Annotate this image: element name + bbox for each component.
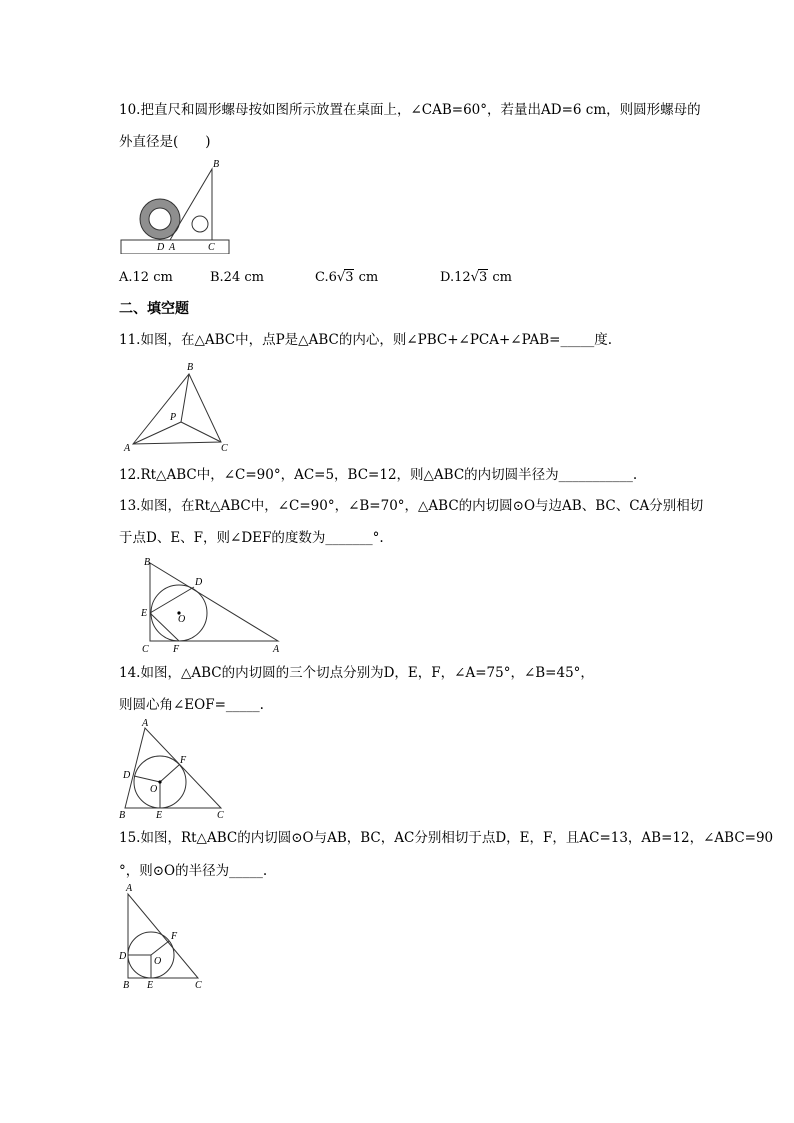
q14-text-line2: 则圆心角∠EOF=_____. [119, 697, 264, 713]
q13-figure [138, 553, 288, 655]
q14-figure [117, 718, 232, 822]
q14-label-A: A [142, 718, 149, 729]
q10-nut-inner [149, 208, 171, 230]
q13-label-O: O [178, 614, 186, 625]
q15-text-line2: °，则⊙O的半径为_____. [119, 863, 268, 879]
q15-label-B: B [123, 980, 130, 990]
q14-text-line1: 14.如图，△ABC的内切圆的三个切点分别为D，E，F，∠A=75°，∠B=45°， [119, 665, 594, 681]
q15-label-F: F [171, 931, 178, 942]
q13-label-B: B [144, 557, 151, 568]
q13-segment-ED [150, 587, 194, 613]
q10-figure [115, 158, 235, 254]
q15-label-C: C [195, 980, 202, 990]
q14-label-C: C [217, 810, 224, 821]
q15-text-line1: 15.如图，Rt△ABC的内切圆⊙O与AB，BC，AC分别相切于点D，E，F，且AC=13，AB=12，∠ABC=90 [119, 830, 774, 846]
q10-option-b: B.24 cm [210, 270, 264, 285]
q13-label-E: E [141, 608, 148, 619]
q14-label-B: B [119, 810, 126, 821]
q10-option-d-prefix: D.12 [440, 270, 471, 285]
q10-label-D: D [157, 242, 165, 253]
q10-option-c-suffix: cm [354, 270, 379, 285]
q14-segment-OF [160, 765, 179, 782]
q15-figure [117, 882, 217, 990]
q11-figure [120, 360, 235, 455]
q14-label-F: F [180, 755, 187, 766]
q14-label-O: O [150, 784, 158, 795]
q10-option-a: A.12 cm [119, 270, 173, 285]
q15-label-O: O [154, 956, 162, 967]
q14-center-dot [158, 780, 161, 783]
q10-label-A: A [169, 242, 176, 253]
q10-triangle-hole [192, 216, 208, 232]
q14-segment-OD [134, 776, 160, 782]
q10-option-d [440, 270, 512, 285]
q10-option-c-prefix: C.6 [315, 270, 337, 285]
q13-text-line1: 13.如图，在Rt△ABC中，∠C=90°，∠B=70°，△ABC的内切圆⊙O与边AB、BC、CA分别相切 [119, 498, 704, 514]
q10-text-line2: 外直径是( ) [119, 134, 211, 150]
q10-option-d-radicand: 3 [478, 270, 488, 285]
sqrt-icon: √ [470, 270, 479, 285]
q10-option-d-suffix: cm [488, 270, 512, 285]
q11-segment-PA [133, 422, 181, 444]
q11-text: 11.如图，在△ABC中，点P是△ABC的内心，则∠PBC+∠PCA+∠PAB=_____度. [119, 332, 612, 348]
q15-segment-OF [151, 941, 169, 955]
q15-label-A: A [126, 883, 133, 894]
q11-label-A: A [124, 443, 131, 454]
q11-label-C: C [221, 443, 228, 454]
q10-text-line1: 10.把直尺和圆形螺母按如图所示放置在桌面上，∠CAB=60°，若量出AD=6 cm，则圆形螺母的 [119, 102, 701, 118]
q11-triangle [133, 374, 221, 444]
section-heading-fill-blank: 二、填空题 [119, 301, 189, 317]
q15-label-E: E [147, 980, 154, 990]
q10-option-c-radicand: 3 [345, 270, 354, 285]
q12-text: 12.Rt△ABC中，∠C=90°，AC=5，BC=12，则△ABC的内切圆半径为___________. [119, 467, 638, 483]
q11-label-B: B [187, 362, 194, 373]
q10-label-C: C [208, 242, 215, 253]
q14-label-E: E [156, 810, 163, 821]
q13-text-line2: 于点D、E、F，则∠DEF的度数为_______°. [119, 530, 384, 546]
q11-label-P: P [170, 412, 177, 423]
q14-label-D: D [123, 770, 131, 781]
q10-option-c [315, 270, 378, 285]
q13-label-C: C [142, 644, 149, 655]
q10-label-B: B [213, 159, 220, 170]
q11-segment-PC [181, 422, 221, 442]
q11-segment-PB [181, 374, 189, 422]
q13-label-D: D [195, 577, 203, 588]
sqrt-icon: √ [336, 270, 346, 285]
q13-label-F: F [173, 644, 180, 655]
q14-triangle [125, 728, 221, 808]
q15-label-D: D [119, 951, 127, 962]
q13-label-A: A [273, 644, 280, 655]
